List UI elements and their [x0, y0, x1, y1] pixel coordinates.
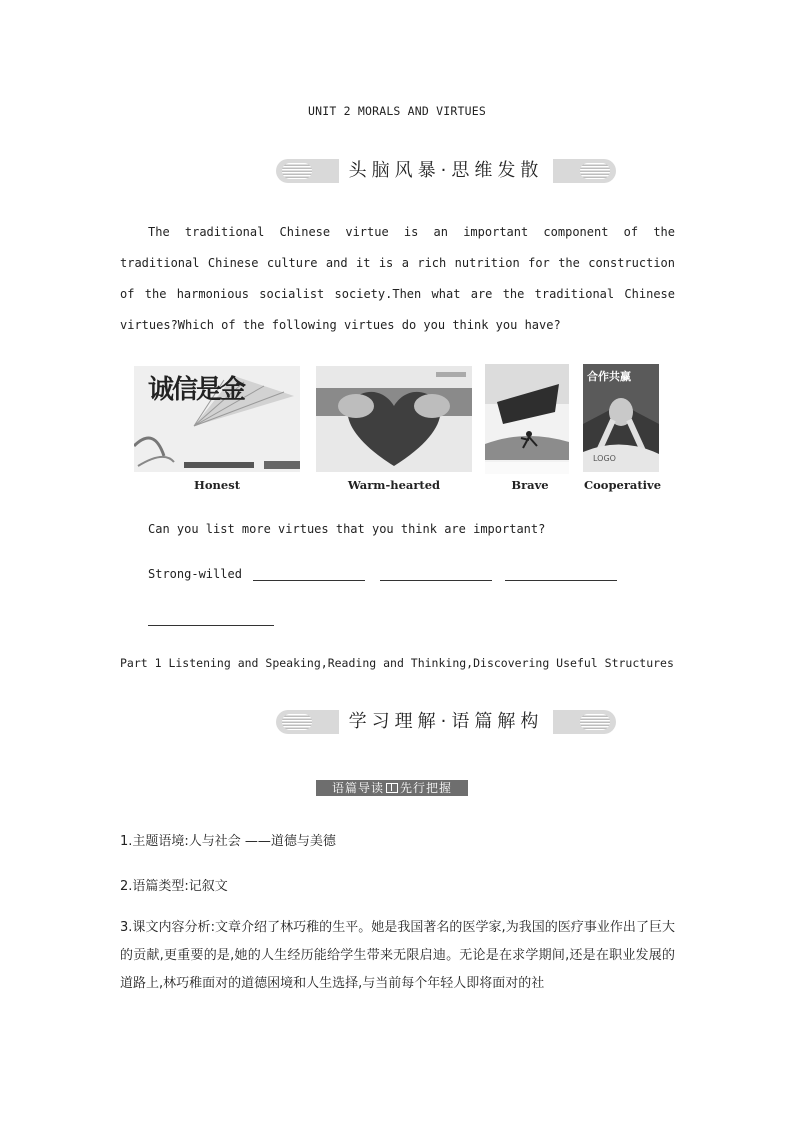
- brave-image: [485, 364, 569, 474]
- banner-label: 头脑风暴·思维发散: [339, 159, 554, 183]
- caption-brave: Brave: [511, 478, 549, 492]
- answer-blank-2[interactable]: [380, 580, 492, 581]
- answer-blank-3[interactable]: [505, 580, 617, 581]
- banner-stripes-right: [580, 714, 610, 730]
- banner-stripes-left: [282, 714, 312, 730]
- caption-cooperative: Cooperative: [583, 478, 662, 492]
- banner-label: 学习理解·语篇解构: [339, 710, 554, 734]
- question-text: Can you list more virtues that you think are important?: [148, 522, 546, 536]
- book-icon: [386, 783, 398, 793]
- tag-left-text: 语篇导读: [331, 781, 384, 795]
- honest-image: [134, 366, 300, 472]
- reading-guide-tag: [316, 780, 468, 796]
- answer-example: Strong-willed: [148, 567, 242, 581]
- banner-stripes-right: [580, 163, 610, 179]
- logo-placeholder: LOGO: [593, 454, 616, 463]
- section-banner-brainstorm: [276, 159, 616, 183]
- item-content-analysis: 3.课文内容分析:文章介绍了林巧稚的生平。她是我国著名的医学家,为我国的医疗事业作出了巨大的贡献,更重要的是,她的人生经历能给学生带来无限启迪。无论是在求学期间,还是在职业发展的道路上,林巧稚面对的道德困境和人生选择,与当前每个年轻人即将面对的社: [120, 920, 675, 991]
- section-banner-learning: [276, 710, 616, 734]
- banner-stripes-left: [282, 163, 312, 179]
- caption-warm-hearted: Warm-hearted: [347, 478, 441, 492]
- honest-art-text: 诚信是金: [148, 375, 245, 405]
- answer-blank-1[interactable]: [253, 580, 365, 581]
- part1-heading: Part 1 Listening and Speaking,Reading and Thinking,Discovering Useful Structures: [120, 656, 674, 670]
- tag-right-text: 先行把握: [400, 781, 453, 795]
- cooperative-art-text: 合作共赢: [587, 370, 631, 383]
- item-text-type: 2.语篇类型:记叙文: [120, 879, 228, 894]
- warm-hearted-image: [316, 366, 472, 472]
- intro-paragraph: The traditional Chinese virtue is an important component of the traditional Chinese culture and it is a rich nutrition for the construction of the harmonious socialist society.Then what are the traditional Chinese virtues?Which of the following virtues do you think you have?: [120, 225, 675, 332]
- item-topic-context: 1.主题语境:人与社会 ——道德与美德: [120, 834, 336, 849]
- caption-honest: Honest: [194, 478, 240, 492]
- unit-title: UNIT 2 MORALS AND VIRTUES: [307, 104, 487, 118]
- cooperative-image: [583, 364, 659, 472]
- answer-blank-4[interactable]: [148, 625, 274, 626]
